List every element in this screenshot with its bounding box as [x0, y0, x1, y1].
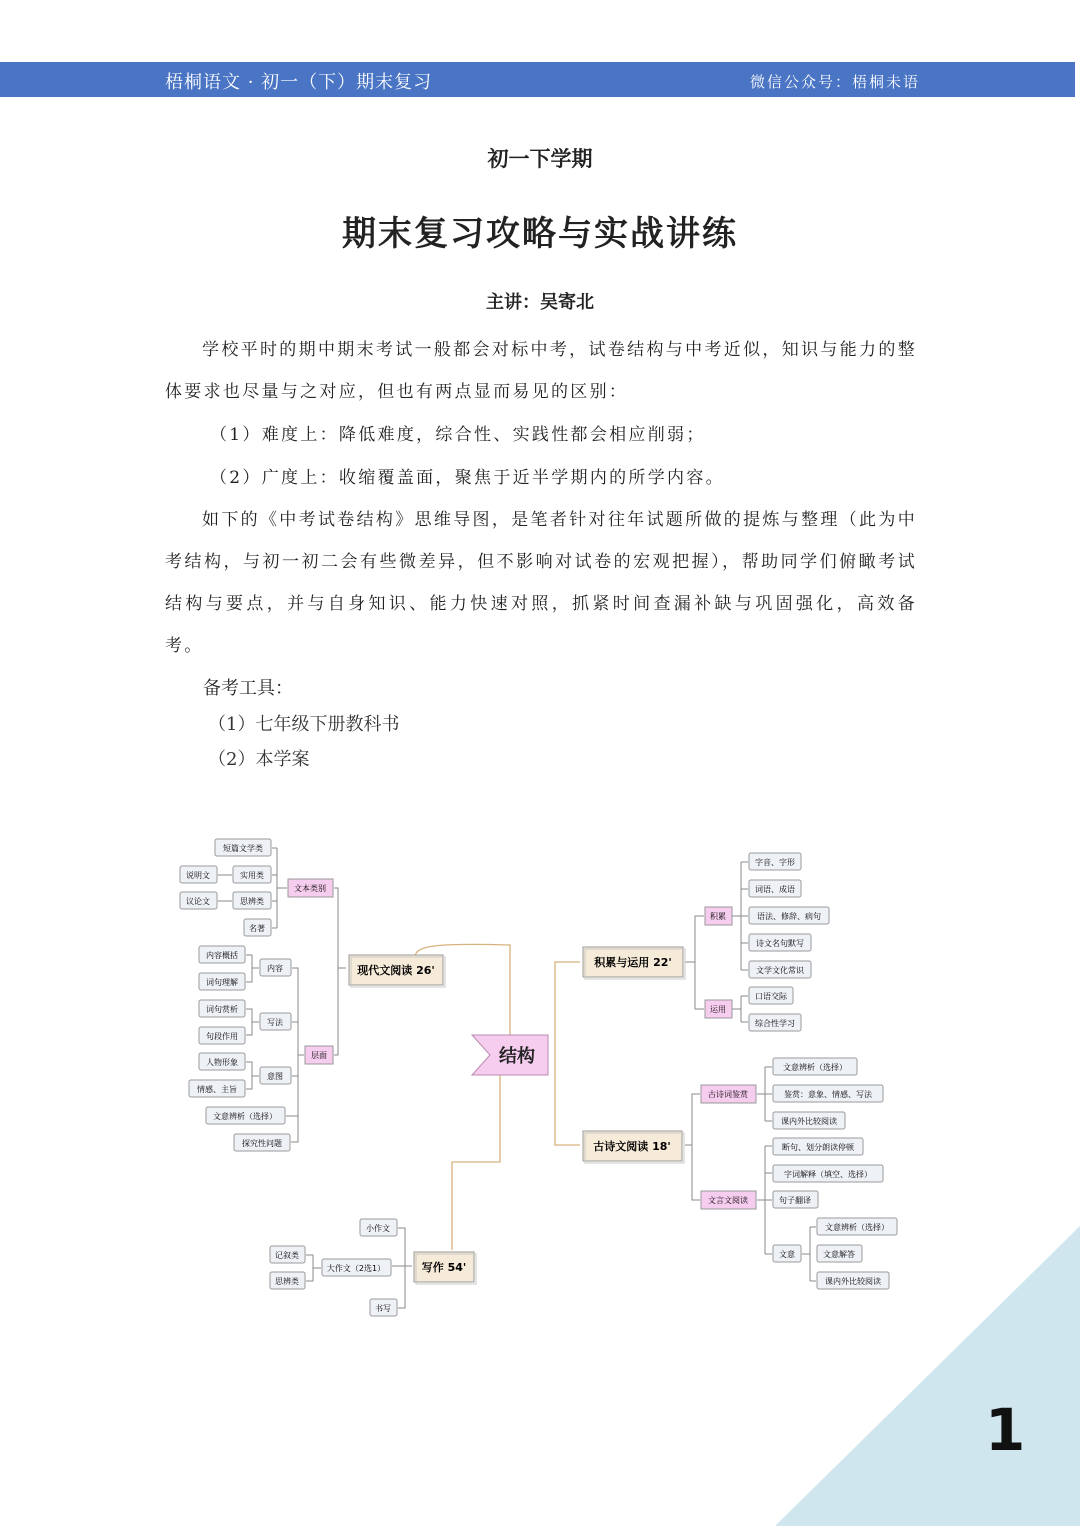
node-label: 运用: [710, 1005, 726, 1014]
leaf-label: 词语、成语: [755, 885, 795, 894]
leaf-label: 探究性问题: [242, 1139, 282, 1148]
leaf-label: 意图: [267, 1072, 283, 1081]
leaf-label: 字音、字形: [755, 858, 795, 867]
connector-line: [732, 996, 748, 1022]
leaf-label: 短篇文学类: [223, 844, 263, 853]
leaf-label: 句段作用: [206, 1032, 238, 1041]
tool-item: （1）七年级下册教科书: [208, 714, 400, 735]
lecturer-line: 主讲：吴寄北: [486, 292, 594, 313]
connector-line: [334, 968, 338, 1055]
connector-line: [246, 1009, 259, 1035]
header-course-title: 梧桐语文 · 初一（下）期末复习: [165, 72, 433, 93]
leaf-label: 课内外比较阅读: [825, 1277, 881, 1286]
connector-line: [685, 1094, 700, 1200]
branch-label-writing: 写作 54': [421, 1261, 467, 1274]
node-label: 层面: [311, 1051, 327, 1060]
leaf-label: 说明文: [186, 871, 210, 880]
leaf-label: 名著: [249, 924, 265, 933]
connector-line: [555, 1055, 580, 1145]
node-label: 古诗词鉴赏: [708, 1090, 748, 1099]
leaf-label: 小作文: [366, 1224, 390, 1233]
leaf-label: 诗文名句默写: [756, 939, 804, 948]
tool-item: （2）本学案: [208, 749, 310, 770]
node-label: 文言文阅读: [708, 1196, 748, 1205]
branch-label-accumulate: 积累与运用 22': [594, 956, 672, 969]
accumulate-leaf-group: [749, 853, 829, 1031]
connector-line: [286, 968, 304, 1142]
connector-line: [757, 1146, 772, 1254]
leaf-label: 内容: [267, 964, 283, 973]
connector-line: [246, 955, 259, 982]
leaf-label: 文意辨析（选择）: [213, 1112, 277, 1121]
page-subtitle: 初一下学期: [487, 147, 593, 171]
corner-triangle: [775, 1226, 1080, 1526]
difference-item-1: （1）难度上：降低难度，综合性、实践性都会相应削弱；: [210, 425, 706, 445]
connector-line: [555, 962, 580, 1055]
connector-line: [757, 1067, 772, 1121]
leaf-label: 鉴赏：意象、情感、写法: [784, 1090, 872, 1099]
leaf-label: 词句理解: [206, 978, 238, 987]
corner-decoration: [775, 1226, 1080, 1526]
leaf-label: 句子翻译: [779, 1196, 811, 1205]
leaf-label: 字词解释（填空、选择）: [784, 1170, 872, 1179]
leaf-label: 记叙类: [275, 1251, 299, 1260]
writing-leaf-group: [270, 1219, 397, 1316]
tools-heading: 备考工具：: [203, 678, 293, 699]
intro-paragraph: 学校平时的期中期末考试一般都会对标中考，试卷结构与中考近似，知识与能力的整体要求也尽量与之对应，但也有两点显而易见的区别：: [165, 340, 917, 402]
leaf-label: 文学文化常识: [756, 966, 804, 975]
leaf-label: 断句、划分朗读停顿: [782, 1143, 854, 1152]
leaf-label: 综合性学习: [755, 1019, 795, 1028]
root-label: 结构: [499, 1046, 535, 1067]
leaf-label: 口语交际: [755, 992, 787, 1001]
leaf-label: 文意辨析（选择）: [825, 1223, 889, 1232]
connector-line: [392, 1228, 412, 1308]
branch-label-modern: 现代文阅读 26': [357, 964, 435, 977]
connector-line: [306, 1255, 321, 1281]
leaf-label: 实用类: [240, 871, 264, 880]
leaf-label: 课内外比较阅读: [781, 1117, 837, 1126]
leaf-label: 写法: [267, 1018, 283, 1027]
difference-item-2: （2）广度上：收缩覆盖面，聚焦于近半学期内的所学内容。: [210, 468, 725, 488]
leaf-label: 内容概括: [206, 951, 238, 960]
leaf-label: 思辨类: [275, 1277, 299, 1286]
connector-line: [246, 1062, 259, 1089]
leaf-label: 书写: [375, 1304, 391, 1313]
connector-line: [732, 862, 748, 970]
modern-leaf-group: [180, 839, 291, 1151]
mindmap-intro-paragraph: 如下的《中考试卷结构》思维导图，是笔者针对往年试题所做的提炼与整理（此为中考结构，与初一初二会有些微差异，但不影响对试卷的宏观把握），帮助同学们俯瞰考试结构与要点，并与自身知识、能力快速对照，抓紧时间查漏补缺与巩固强化，高效备考。: [165, 510, 917, 656]
branch-label-classical: 古诗文阅读 18': [593, 1140, 671, 1153]
leaf-label: 人物形象: [206, 1058, 238, 1067]
header-wechat-account: 微信公众号：梧桐未语: [749, 73, 920, 91]
leaf-label: 情感、主旨: [197, 1085, 237, 1094]
connector-line: [334, 888, 346, 968]
connector-line: [218, 875, 232, 901]
page-number: 1: [985, 1396, 1026, 1464]
leaf-label: 语法、修辞、病句: [757, 912, 821, 921]
node-label: 积累: [710, 912, 726, 921]
leaf-label: 文意解答: [823, 1250, 855, 1259]
leaf-label: 文意辨析（选择）: [783, 1063, 847, 1072]
page-title: 期末复习攻略与实战讲练: [342, 214, 738, 254]
node-label: 文本类别: [294, 884, 326, 893]
leaf-label: 大作文（2选1）: [326, 1264, 386, 1273]
leaf-label: 思辨类: [240, 897, 264, 906]
leaf-label: 文意: [779, 1250, 795, 1259]
leaf-label: 议论文: [186, 897, 210, 906]
connector-line: [685, 916, 704, 1009]
connector-line: [272, 848, 287, 928]
connector-line: [452, 1072, 500, 1250]
leaf-label: 词句赏析: [206, 1005, 238, 1014]
